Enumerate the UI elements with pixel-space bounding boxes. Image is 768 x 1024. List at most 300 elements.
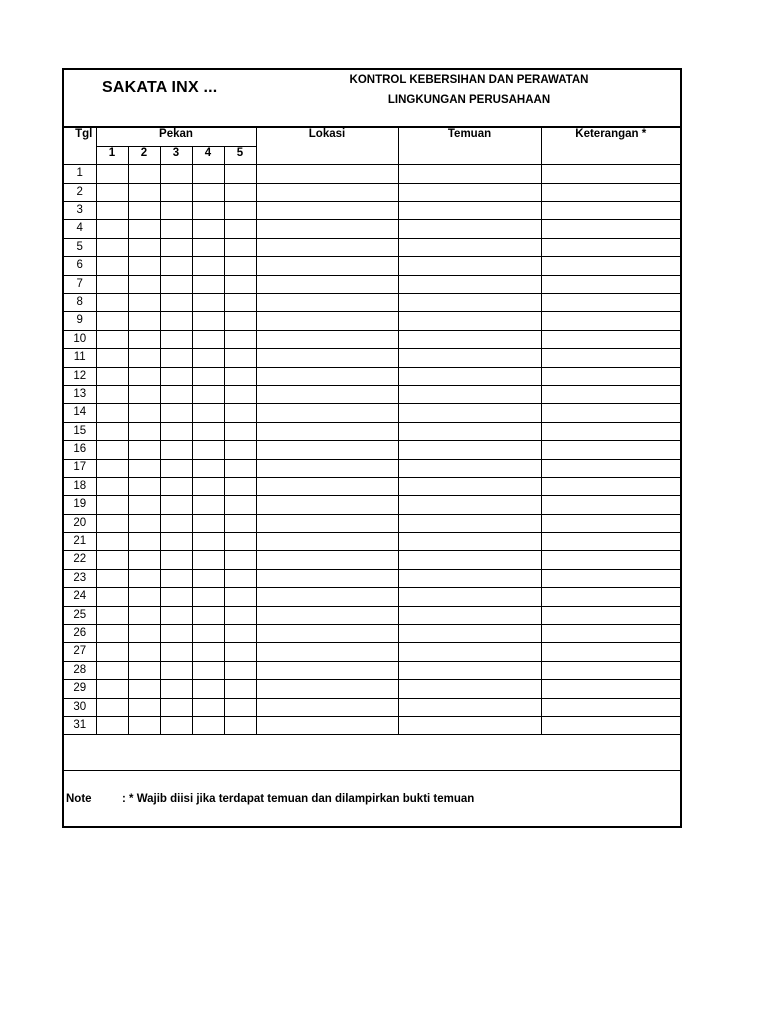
week-1-cell[interactable] — [96, 698, 128, 716]
table-row — [64, 459, 680, 477]
week-2-cell[interactable] — [128, 606, 160, 624]
week-3-cell[interactable] — [160, 680, 192, 698]
week-4-cell[interactable] — [192, 312, 224, 330]
temuan-cell[interactable] — [398, 422, 541, 440]
week-4-cell[interactable] — [192, 606, 224, 624]
week-4-cell[interactable] — [192, 202, 224, 220]
table-row — [64, 220, 680, 238]
week-1-cell[interactable] — [96, 625, 128, 643]
table-row — [64, 202, 680, 220]
temuan-cell[interactable] — [398, 533, 541, 551]
lokasi-cell[interactable] — [256, 569, 398, 587]
temuan-cell[interactable] — [398, 238, 541, 256]
day-number: 21 — [64, 533, 96, 551]
week-5-cell[interactable] — [224, 275, 256, 293]
lokasi-cell[interactable] — [256, 459, 398, 477]
week-3-cell[interactable] — [160, 294, 192, 312]
lokasi-cell[interactable] — [256, 680, 398, 698]
week-4-cell[interactable] — [192, 165, 224, 183]
day-number: 19 — [64, 496, 96, 514]
lokasi-cell[interactable] — [256, 625, 398, 643]
week-5-cell[interactable] — [224, 165, 256, 183]
week-2-cell[interactable] — [128, 569, 160, 587]
table-row — [64, 625, 680, 643]
temuan-cell[interactable] — [398, 459, 541, 477]
keterangan-cell[interactable] — [541, 330, 680, 348]
week-4-cell[interactable] — [192, 404, 224, 422]
week-5-cell[interactable] — [224, 514, 256, 532]
table-row — [64, 257, 680, 275]
week-1-cell[interactable] — [96, 551, 128, 569]
week-1-cell[interactable] — [96, 496, 128, 514]
keterangan-cell[interactable] — [541, 514, 680, 532]
week-2-cell[interactable] — [128, 588, 160, 606]
lokasi-cell[interactable] — [256, 698, 398, 716]
week-1-cell[interactable] — [96, 330, 128, 348]
keterangan-cell[interactable] — [541, 625, 680, 643]
table-row — [64, 294, 680, 312]
week-4-cell[interactable] — [192, 588, 224, 606]
lokasi-cell[interactable] — [256, 183, 398, 201]
temuan-cell[interactable] — [398, 183, 541, 201]
lokasi-cell[interactable] — [256, 533, 398, 551]
week-2-cell[interactable] — [128, 330, 160, 348]
lokasi-cell[interactable] — [256, 422, 398, 440]
keterangan-cell[interactable] — [541, 275, 680, 293]
temuan-cell[interactable] — [398, 367, 541, 385]
keterangan-cell[interactable] — [541, 606, 680, 624]
week-4-cell[interactable] — [192, 717, 224, 735]
week-3-cell[interactable] — [160, 312, 192, 330]
week-3-cell[interactable] — [160, 441, 192, 459]
week-3-cell[interactable] — [160, 698, 192, 716]
week-4-cell[interactable] — [192, 422, 224, 440]
checklist-table — [64, 128, 680, 735]
week-5-cell[interactable] — [224, 349, 256, 367]
temuan-cell[interactable] — [398, 349, 541, 367]
week-3-cell[interactable] — [160, 533, 192, 551]
week-2-cell[interactable] — [128, 643, 160, 661]
week-1-cell[interactable] — [96, 183, 128, 201]
week-3-cell[interactable] — [160, 367, 192, 385]
day-number: 17 — [64, 459, 96, 477]
keterangan-cell[interactable] — [541, 496, 680, 514]
week-4-cell[interactable] — [192, 514, 224, 532]
day-number: 22 — [64, 551, 96, 569]
company-name: SAKATA INX ... — [102, 79, 218, 96]
week-2-cell[interactable] — [128, 441, 160, 459]
table-body — [64, 165, 680, 735]
table-row — [64, 569, 680, 587]
lokasi-cell[interactable] — [256, 257, 398, 275]
week-1-cell[interactable] — [96, 367, 128, 385]
form-title-line-1: KONTROL KEBERSIHAN DAN PERAWATAN — [349, 74, 589, 86]
lokasi-cell[interactable] — [256, 312, 398, 330]
week-1-cell[interactable] — [96, 477, 128, 495]
table-row — [64, 496, 680, 514]
week-2-cell[interactable] — [128, 238, 160, 256]
temuan-cell[interactable] — [398, 625, 541, 643]
week-5-cell[interactable] — [224, 606, 256, 624]
week-1-cell[interactable] — [96, 202, 128, 220]
week-4-cell[interactable] — [192, 459, 224, 477]
week-3-cell[interactable] — [160, 588, 192, 606]
week-1-cell[interactable] — [96, 385, 128, 403]
week-4-cell[interactable] — [192, 294, 224, 312]
keterangan-cell[interactable] — [541, 533, 680, 551]
keterangan-cell[interactable] — [541, 404, 680, 422]
week-3-cell[interactable] — [160, 165, 192, 183]
keterangan-cell[interactable] — [541, 717, 680, 735]
week-4-cell[interactable] — [192, 551, 224, 569]
temuan-cell[interactable] — [398, 588, 541, 606]
day-number: 24 — [64, 588, 96, 606]
keterangan-cell[interactable] — [541, 698, 680, 716]
keterangan-cell[interactable] — [541, 202, 680, 220]
note-section — [64, 770, 680, 826]
temuan-cell[interactable] — [398, 477, 541, 495]
week-2-cell[interactable] — [128, 257, 160, 275]
keterangan-cell[interactable] — [541, 477, 680, 495]
week-5-cell[interactable] — [224, 496, 256, 514]
week-5-cell[interactable] — [224, 367, 256, 385]
lokasi-cell[interactable] — [256, 385, 398, 403]
temuan-cell[interactable] — [398, 385, 541, 403]
lokasi-cell[interactable] — [256, 717, 398, 735]
week-1-cell[interactable] — [96, 717, 128, 735]
week-5-cell[interactable] — [224, 294, 256, 312]
week-3-cell[interactable] — [160, 275, 192, 293]
temuan-cell[interactable] — [398, 717, 541, 735]
week-5-cell[interactable] — [224, 220, 256, 238]
week-4-cell[interactable] — [192, 330, 224, 348]
day-number: 6 — [64, 257, 96, 275]
temuan-cell[interactable] — [398, 496, 541, 514]
week-4-cell[interactable] — [192, 275, 224, 293]
table-row — [64, 588, 680, 606]
week-4-cell[interactable] — [192, 349, 224, 367]
week-1-cell[interactable] — [96, 606, 128, 624]
day-number: 20 — [64, 514, 96, 532]
lokasi-cell[interactable] — [256, 551, 398, 569]
temuan-cell[interactable] — [398, 680, 541, 698]
week-1-cell[interactable] — [96, 569, 128, 587]
week-5-cell[interactable] — [224, 533, 256, 551]
note-label: Note — [66, 793, 92, 805]
week-4-cell[interactable] — [192, 680, 224, 698]
table-row — [64, 533, 680, 551]
week-2-cell[interactable] — [128, 680, 160, 698]
week-2-cell[interactable] — [128, 367, 160, 385]
column-header-tgl: Tgl — [64, 128, 96, 165]
day-number: 4 — [64, 220, 96, 238]
day-number: 27 — [64, 643, 96, 661]
week-2-cell[interactable] — [128, 183, 160, 201]
week-2-cell[interactable] — [128, 514, 160, 532]
week-5-cell[interactable] — [224, 459, 256, 477]
keterangan-cell[interactable] — [541, 680, 680, 698]
week-2-cell[interactable] — [128, 717, 160, 735]
week-5-cell[interactable] — [224, 680, 256, 698]
keterangan-cell[interactable] — [541, 441, 680, 459]
keterangan-cell[interactable] — [541, 312, 680, 330]
week-2-cell[interactable] — [128, 477, 160, 495]
week-5-cell[interactable] — [224, 257, 256, 275]
week-5-cell[interactable] — [224, 588, 256, 606]
lokasi-cell[interactable] — [256, 606, 398, 624]
form-title-line-2: LINGKUNGAN PERUSAHAAN — [387, 94, 551, 106]
week-5-cell[interactable] — [224, 717, 256, 735]
week-3-cell[interactable] — [160, 643, 192, 661]
week-1-cell[interactable] — [96, 661, 128, 679]
keterangan-cell[interactable] — [541, 257, 680, 275]
temuan-cell[interactable] — [398, 294, 541, 312]
week-4-cell[interactable] — [192, 569, 224, 587]
lokasi-cell[interactable] — [256, 238, 398, 256]
temuan-cell[interactable] — [398, 661, 541, 679]
temuan-cell[interactable] — [398, 202, 541, 220]
temuan-cell[interactable] — [398, 643, 541, 661]
week-2-cell[interactable] — [128, 220, 160, 238]
lokasi-cell[interactable] — [256, 477, 398, 495]
temuan-cell[interactable] — [398, 330, 541, 348]
week-header: 4 — [192, 146, 224, 164]
week-3-cell[interactable] — [160, 606, 192, 624]
day-number: 7 — [64, 275, 96, 293]
week-2-cell[interactable] — [128, 385, 160, 403]
lokasi-cell[interactable] — [256, 349, 398, 367]
table-row — [64, 422, 680, 440]
lokasi-cell[interactable] — [256, 441, 398, 459]
week-2-cell[interactable] — [128, 404, 160, 422]
temuan-cell[interactable] — [398, 275, 541, 293]
temuan-cell[interactable] — [398, 551, 541, 569]
week-3-cell[interactable] — [160, 551, 192, 569]
week-2-cell[interactable] — [128, 312, 160, 330]
table-row — [64, 312, 680, 330]
week-5-cell[interactable] — [224, 477, 256, 495]
keterangan-cell[interactable] — [541, 588, 680, 606]
week-4-cell[interactable] — [192, 385, 224, 403]
table-row — [64, 238, 680, 256]
week-1-cell[interactable] — [96, 514, 128, 532]
lokasi-cell[interactable] — [256, 165, 398, 183]
lokasi-cell[interactable] — [256, 220, 398, 238]
lokasi-cell[interactable] — [256, 588, 398, 606]
keterangan-cell[interactable] — [541, 183, 680, 201]
week-4-cell[interactable] — [192, 183, 224, 201]
week-4-cell[interactable] — [192, 496, 224, 514]
keterangan-cell[interactable] — [541, 661, 680, 679]
table-row — [64, 349, 680, 367]
day-number: 25 — [64, 606, 96, 624]
week-4-cell[interactable] — [192, 625, 224, 643]
table-row — [64, 717, 680, 735]
week-1-cell[interactable] — [96, 238, 128, 256]
week-3-cell[interactable] — [160, 404, 192, 422]
week-5-cell[interactable] — [224, 569, 256, 587]
week-3-cell[interactable] — [160, 330, 192, 348]
table-row — [64, 477, 680, 495]
temuan-cell[interactable] — [398, 165, 541, 183]
table-row — [64, 698, 680, 716]
week-5-cell[interactable] — [224, 202, 256, 220]
week-2-cell[interactable] — [128, 422, 160, 440]
day-number: 11 — [64, 349, 96, 367]
week-5-cell[interactable] — [224, 183, 256, 201]
table-row — [64, 661, 680, 679]
week-5-cell[interactable] — [224, 404, 256, 422]
day-number: 2 — [64, 183, 96, 201]
day-number: 16 — [64, 441, 96, 459]
table-row — [64, 551, 680, 569]
temuan-cell[interactable] — [398, 220, 541, 238]
week-3-cell[interactable] — [160, 569, 192, 587]
lokasi-cell[interactable] — [256, 661, 398, 679]
week-5-cell[interactable] — [224, 238, 256, 256]
temuan-cell[interactable] — [398, 312, 541, 330]
keterangan-cell[interactable] — [541, 643, 680, 661]
table-row — [64, 680, 680, 698]
week-1-cell[interactable] — [96, 404, 128, 422]
keterangan-cell[interactable] — [541, 349, 680, 367]
week-3-cell[interactable] — [160, 514, 192, 532]
week-4-cell[interactable] — [192, 533, 224, 551]
week-5-cell[interactable] — [224, 422, 256, 440]
lokasi-cell[interactable] — [256, 275, 398, 293]
table-row — [64, 606, 680, 624]
week-3-cell[interactable] — [160, 625, 192, 643]
week-1-cell[interactable] — [96, 422, 128, 440]
week-1-cell[interactable] — [96, 680, 128, 698]
day-number: 3 — [64, 202, 96, 220]
week-2-cell[interactable] — [128, 625, 160, 643]
inspection-form — [62, 68, 682, 828]
week-4-cell[interactable] — [192, 367, 224, 385]
week-3-cell[interactable] — [160, 257, 192, 275]
temuan-cell[interactable] — [398, 404, 541, 422]
week-5-cell[interactable] — [224, 625, 256, 643]
week-4-cell[interactable] — [192, 477, 224, 495]
temuan-cell[interactable] — [398, 257, 541, 275]
week-3-cell[interactable] — [160, 238, 192, 256]
week-2-cell[interactable] — [128, 275, 160, 293]
week-1-cell[interactable] — [96, 441, 128, 459]
week-3-cell[interactable] — [160, 477, 192, 495]
week-3-cell[interactable] — [160, 459, 192, 477]
week-5-cell[interactable] — [224, 441, 256, 459]
week-1-cell[interactable] — [96, 349, 128, 367]
week-2-cell[interactable] — [128, 459, 160, 477]
keterangan-cell[interactable] — [541, 551, 680, 569]
lokasi-cell[interactable] — [256, 643, 398, 661]
week-5-cell[interactable] — [224, 312, 256, 330]
lokasi-cell[interactable] — [256, 404, 398, 422]
lokasi-cell[interactable] — [256, 330, 398, 348]
table-row — [64, 514, 680, 532]
week-2-cell[interactable] — [128, 698, 160, 716]
week-3-cell[interactable] — [160, 717, 192, 735]
table-row — [64, 165, 680, 183]
week-1-cell[interactable] — [96, 459, 128, 477]
lokasi-cell[interactable] — [256, 496, 398, 514]
week-4-cell[interactable] — [192, 441, 224, 459]
week-5-cell[interactable] — [224, 698, 256, 716]
week-1-cell[interactable] — [96, 533, 128, 551]
keterangan-cell[interactable] — [541, 422, 680, 440]
temuan-cell[interactable] — [398, 441, 541, 459]
week-3-cell[interactable] — [160, 661, 192, 679]
week-1-cell[interactable] — [96, 257, 128, 275]
week-2-cell[interactable] — [128, 349, 160, 367]
lokasi-cell[interactable] — [256, 294, 398, 312]
lokasi-cell[interactable] — [256, 367, 398, 385]
week-4-cell[interactable] — [192, 238, 224, 256]
week-4-cell[interactable] — [192, 257, 224, 275]
keterangan-cell[interactable] — [541, 459, 680, 477]
keterangan-cell[interactable] — [541, 220, 680, 238]
week-3-cell[interactable] — [160, 220, 192, 238]
week-2-cell[interactable] — [128, 661, 160, 679]
day-number: 30 — [64, 698, 96, 716]
temuan-cell[interactable] — [398, 569, 541, 587]
week-2-cell[interactable] — [128, 294, 160, 312]
temuan-cell[interactable] — [398, 606, 541, 624]
lokasi-cell[interactable] — [256, 202, 398, 220]
lokasi-cell[interactable] — [256, 514, 398, 532]
week-5-cell[interactable] — [224, 330, 256, 348]
week-3-cell[interactable] — [160, 496, 192, 514]
keterangan-cell[interactable] — [541, 367, 680, 385]
week-3-cell[interactable] — [160, 349, 192, 367]
keterangan-cell[interactable] — [541, 238, 680, 256]
week-3-cell[interactable] — [160, 202, 192, 220]
temuan-cell[interactable] — [398, 698, 541, 716]
week-5-cell[interactable] — [224, 643, 256, 661]
week-5-cell[interactable] — [224, 385, 256, 403]
week-2-cell[interactable] — [128, 533, 160, 551]
week-4-cell[interactable] — [192, 643, 224, 661]
table-row — [64, 441, 680, 459]
week-2-cell[interactable] — [128, 551, 160, 569]
week-1-cell[interactable] — [96, 275, 128, 293]
keterangan-cell[interactable] — [541, 294, 680, 312]
week-4-cell[interactable] — [192, 220, 224, 238]
week-1-cell[interactable] — [96, 294, 128, 312]
week-4-cell[interactable] — [192, 698, 224, 716]
keterangan-cell[interactable] — [541, 165, 680, 183]
week-2-cell[interactable] — [128, 202, 160, 220]
week-5-cell[interactable] — [224, 661, 256, 679]
week-1-cell[interactable] — [96, 643, 128, 661]
week-4-cell[interactable] — [192, 661, 224, 679]
week-1-cell[interactable] — [96, 165, 128, 183]
week-2-cell[interactable] — [128, 496, 160, 514]
week-3-cell[interactable] — [160, 422, 192, 440]
week-1-cell[interactable] — [96, 220, 128, 238]
week-3-cell[interactable] — [160, 385, 192, 403]
week-5-cell[interactable] — [224, 551, 256, 569]
week-1-cell[interactable] — [96, 588, 128, 606]
day-number: 5 — [64, 238, 96, 256]
keterangan-cell[interactable] — [541, 385, 680, 403]
temuan-cell[interactable] — [398, 514, 541, 532]
week-3-cell[interactable] — [160, 183, 192, 201]
week-2-cell[interactable] — [128, 165, 160, 183]
week-1-cell[interactable] — [96, 312, 128, 330]
keterangan-cell[interactable] — [541, 569, 680, 587]
column-header-temuan: Temuan — [398, 128, 541, 165]
